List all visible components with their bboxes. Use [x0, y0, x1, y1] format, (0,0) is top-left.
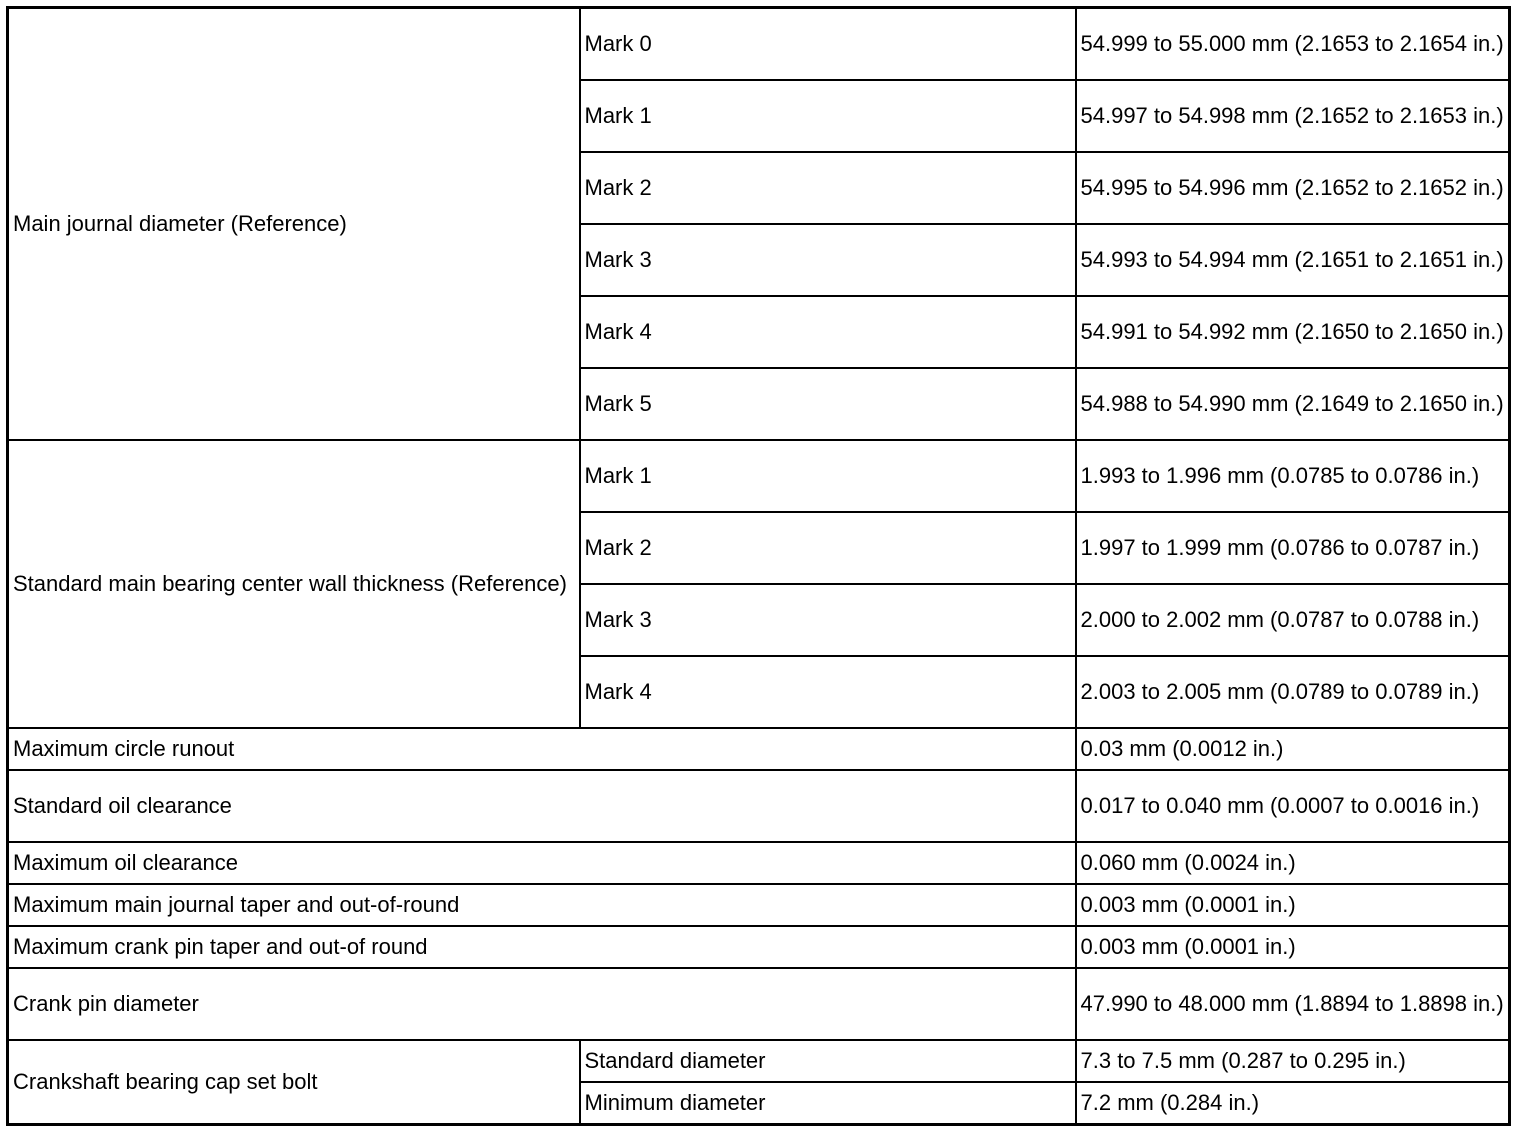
mark-cell: Mark 0	[580, 8, 1076, 80]
mark-cell: Mark 3	[580, 224, 1076, 296]
value-cell: 54.993 to 54.994 mm (2.1651 to 2.1651 in.)	[1076, 224, 1510, 296]
value-cell: 0.060 mm (0.0024 in.)	[1076, 842, 1510, 884]
spec-label: Maximum main journal taper and out-of-round	[8, 884, 1076, 926]
value-cell: 0.03 mm (0.0012 in.)	[1076, 728, 1510, 770]
table-row	[8, 884, 1510, 926]
table-row	[8, 926, 1510, 968]
spec-label: Maximum circle runout	[8, 728, 1076, 770]
value-cell: 47.990 to 48.000 mm (1.8894 to 1.8898 in.)	[1076, 968, 1510, 1040]
table-row	[8, 8, 1510, 80]
mark-cell: Mark 1	[580, 440, 1076, 512]
mark-cell: Mark 4	[580, 296, 1076, 368]
value-cell: 54.997 to 54.998 mm (2.1652 to 2.1653 in.)	[1076, 80, 1510, 152]
value-cell: 2.003 to 2.005 mm (0.0789 to 0.0789 in.)	[1076, 656, 1510, 728]
table-row	[8, 440, 1510, 512]
spec-label: Standard oil clearance	[8, 770, 1076, 842]
mark-cell: Mark 2	[580, 512, 1076, 584]
spec-label: Crank pin diameter	[8, 968, 1076, 1040]
value-cell: 0.003 mm (0.0001 in.)	[1076, 884, 1510, 926]
cap-bolt-label: Crankshaft bearing cap set bolt	[8, 1040, 580, 1125]
value-cell: 1.997 to 1.999 mm (0.0786 to 0.0787 in.)	[1076, 512, 1510, 584]
value-cell: 54.999 to 55.000 mm (2.1653 to 2.1654 in.)	[1076, 8, 1510, 80]
table-row	[8, 770, 1510, 842]
value-cell: 7.2 mm (0.284 in.)	[1076, 1082, 1510, 1125]
table-row	[8, 842, 1510, 884]
table-row	[8, 728, 1510, 770]
value-cell: 1.993 to 1.996 mm (0.0785 to 0.0786 in.)	[1076, 440, 1510, 512]
main-journal-label: Main journal diameter (Reference)	[8, 8, 580, 440]
mark-cell: Mark 5	[580, 368, 1076, 440]
table-row	[8, 1040, 1510, 1082]
value-cell: 0.003 mm (0.0001 in.)	[1076, 926, 1510, 968]
mark-cell: Mark 2	[580, 152, 1076, 224]
value-cell: 54.995 to 54.996 mm (2.1652 to 2.1652 in.)	[1076, 152, 1510, 224]
value-cell: 54.991 to 54.992 mm (2.1650 to 2.1650 in.)	[1076, 296, 1510, 368]
spec-label: Maximum crank pin taper and out-of round	[8, 926, 1076, 968]
table-row	[8, 968, 1510, 1040]
value-cell: 2.000 to 2.002 mm (0.0787 to 0.0788 in.)	[1076, 584, 1510, 656]
mark-cell: Mark 3	[580, 584, 1076, 656]
mark-cell: Minimum diameter	[580, 1082, 1076, 1125]
value-cell: 0.017 to 0.040 mm (0.0007 to 0.0016 in.)	[1076, 770, 1510, 842]
mark-cell: Standard diameter	[580, 1040, 1076, 1082]
mark-cell: Mark 1	[580, 80, 1076, 152]
spec-label: Maximum oil clearance	[8, 842, 1076, 884]
bearing-wall-label: Standard main bearing center wall thickness (Reference)	[8, 440, 580, 728]
mark-cell: Mark 4	[580, 656, 1076, 728]
value-cell: 7.3 to 7.5 mm (0.287 to 0.295 in.)	[1076, 1040, 1510, 1082]
value-cell: 54.988 to 54.990 mm (2.1649 to 2.1650 in.)	[1076, 368, 1510, 440]
crankshaft-spec-table	[6, 6, 1511, 1126]
